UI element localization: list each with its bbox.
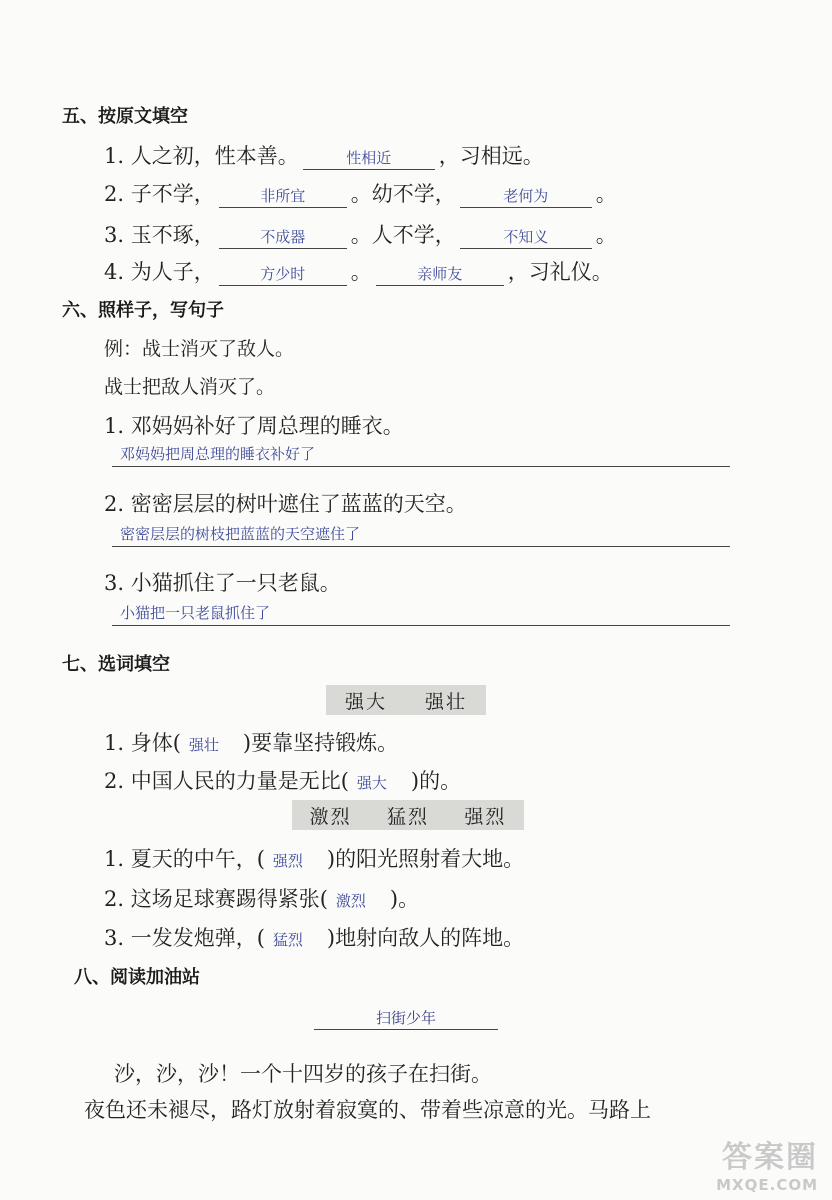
- s7-group1-question-1: 1. 身体( 强壮 )要靠坚持锻炼。: [104, 731, 399, 755]
- site-watermark: 答案圈 MXQE.COM: [716, 1140, 818, 1194]
- s6-answer-line-1: 邓妈妈把周总理的睡衣补好了: [112, 444, 730, 467]
- word-box-1-item: 强大: [344, 690, 387, 713]
- s5-q2-blank-2: 老何为: [460, 184, 592, 208]
- s6-question-3: 3. 小猫抓住了一只老鼠。: [104, 571, 341, 595]
- s5-question-3: 3. 玉不琢， 不成器 。人不学， 不知义 。: [104, 223, 617, 247]
- s7-group1-question-2: 2. 中国人民的力量是无比( 强大 )的。: [104, 769, 462, 793]
- s6-answer-line-2: 密密层层的树枝把蓝蓝的天空遮住了: [112, 524, 730, 547]
- word-box-2: [292, 800, 524, 830]
- reading-paragraph-2: 夜色还未褪尽，路灯放射着寂寞的、带着些凉意的光。马路上: [84, 1098, 651, 1122]
- s5-q4-blank-1: 方少时: [219, 262, 347, 286]
- s7-group2-question-1: 1. 夏天的中午，( 强烈 )的阳光照射着大地。: [104, 847, 525, 871]
- s6-example-line-1: 例：战士消灭了敌人。: [104, 338, 295, 360]
- word-box-1: [326, 685, 486, 715]
- s5-question-2: 2. 子不学， 非所宜 。幼不学， 老何为 。: [104, 182, 617, 206]
- s7-group2-question-2: 2. 这场足球赛踢得紧张( 激烈 )。: [104, 887, 420, 911]
- section-7-heading: 七、选词填空: [62, 654, 170, 675]
- s5-q3-blank-1: 不成器: [219, 225, 347, 249]
- s5-q1-blank: 性相近: [303, 146, 435, 170]
- s5-question-4: 4. 为人子， 方少时 。 亲师友 ，习礼仪。: [104, 260, 613, 284]
- s6-example-line-2: 战士把敌人消灭了。: [104, 376, 276, 398]
- section-6-heading: 六、照样子，写句子: [62, 300, 224, 321]
- s5-q3-blank-2: 不知义: [460, 225, 592, 249]
- reading-paragraph-1: 沙，沙，沙！一个十四岁的孩子在扫街。: [114, 1062, 492, 1086]
- s5-q2-blank-1: 非所宜: [219, 184, 347, 208]
- word-box-1-item: 强壮: [424, 690, 467, 713]
- s5-q4-blank-2: 亲师友: [376, 262, 504, 286]
- s6-answer-line-3: 小猫把一只老鼠抓住了: [112, 603, 730, 626]
- section-5-heading: 五、按原文填空: [62, 106, 188, 127]
- s6-question-2: 2. 密密层层的树叶遮住了蓝蓝的天空。: [104, 492, 467, 516]
- word-box-2-item: 强烈: [464, 805, 507, 828]
- s5-question-1: 1. 人之初，性本善。 性相近 ，习相远。: [104, 144, 544, 168]
- s7-group2-question-3: 3. 一发发炮弹，( 猛烈 )地射向敌人的阵地。: [104, 926, 525, 950]
- s6-question-1: 1. 邓妈妈补好了周总理的睡衣。: [104, 414, 404, 438]
- word-box-2-item: 激烈: [309, 805, 352, 828]
- reading-title-blank: 扫街少年: [314, 1008, 498, 1030]
- word-box-2-item: 猛烈: [386, 805, 429, 828]
- section-8-heading: 八、阅读加油站: [74, 967, 200, 988]
